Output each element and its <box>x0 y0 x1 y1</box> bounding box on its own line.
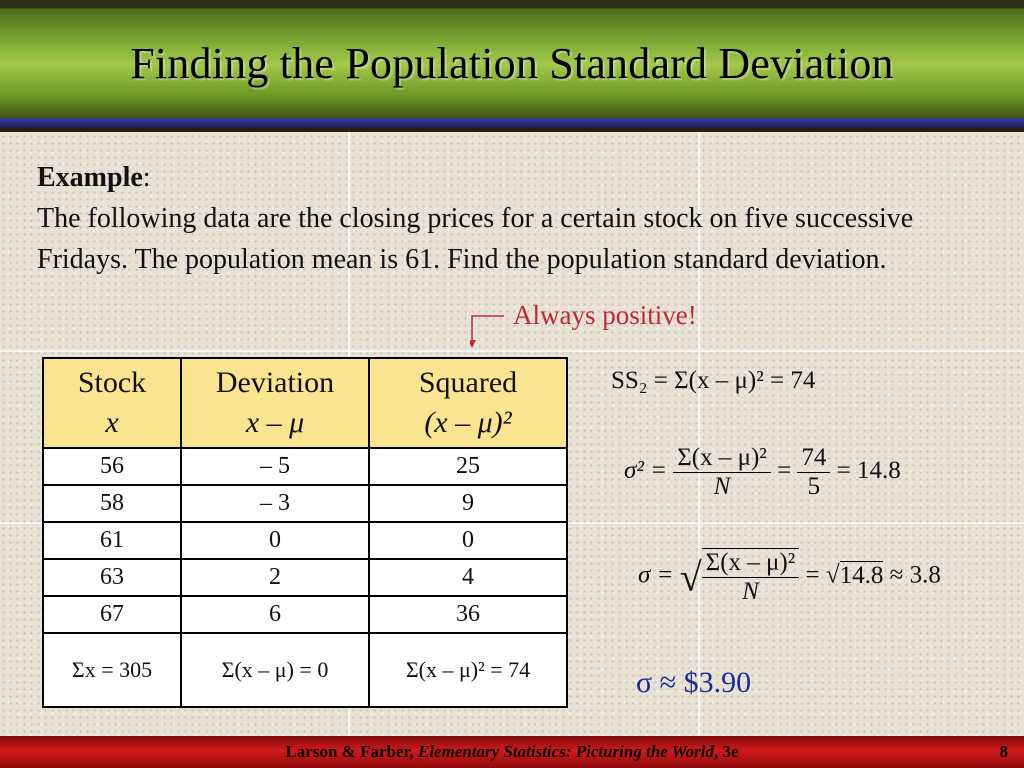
variance-denominator: N <box>713 473 731 500</box>
cell-stock: 63 <box>43 559 181 596</box>
sqrt-icon: √ <box>825 561 840 589</box>
sd-lhs: σ = <box>638 561 674 589</box>
cell-squared: 25 <box>369 448 567 485</box>
sd-fraction <box>702 548 800 606</box>
sd-root-value: 14.8 <box>839 561 884 589</box>
cell-deviation: 0 <box>181 522 369 559</box>
header-squared <box>369 358 567 448</box>
sqrt-icon: √ <box>679 554 702 600</box>
header-stripe <box>0 118 1024 127</box>
data-table <box>42 357 568 708</box>
sum-stock: Σx = 305 <box>43 633 181 707</box>
sd-denominator: N <box>742 578 759 605</box>
ss-formula: SS₂ = Σ(x – μ)² = 74 <box>611 367 816 394</box>
cell-deviation: 2 <box>181 559 369 596</box>
example-text: The following data are the closing prices for a certain stock on five successive Fridays. The population mean is 61. Find the population standard deviation. <box>37 203 914 275</box>
footer-book-title: Elementary Statistics: Picturing the World <box>418 742 714 761</box>
variance-fraction <box>673 444 771 501</box>
callout-arrow-icon <box>470 314 506 348</box>
example-label: Example <box>37 162 143 193</box>
sum-deviation: Σ(x – μ) = 0 <box>181 633 369 707</box>
variance-result: = 14.8 <box>836 457 901 485</box>
cell-stock: 58 <box>43 485 181 522</box>
variance-formula <box>624 444 901 501</box>
page-number: 8 <box>999 742 1008 761</box>
cell-squared: 0 <box>369 522 567 559</box>
header-label: Squared <box>418 366 518 399</box>
cell-squared: 4 <box>369 559 567 596</box>
cell-squared: 9 <box>369 485 567 522</box>
cell-stock: 56 <box>43 448 181 485</box>
header-symbol: (x – μ)² <box>424 406 512 439</box>
final-result: σ ≈ $3.90 <box>636 666 752 699</box>
cell-stock: 67 <box>43 596 181 633</box>
variance-value-denominator: 5 <box>807 473 821 500</box>
table-row <box>43 448 567 485</box>
callout-text: Always positive! <box>513 300 697 330</box>
table-row <box>43 522 567 559</box>
sd-result: ≈ 3.8 <box>889 561 941 589</box>
table-row <box>43 596 567 633</box>
footer-authors: Larson & Farber, <box>285 742 418 761</box>
sd-equals: = <box>805 561 820 589</box>
header-symbol: x <box>105 406 119 439</box>
cell-deviation: – 5 <box>181 448 369 485</box>
variance-value-numerator: 74 <box>797 444 830 473</box>
example-block <box>37 157 987 280</box>
sum-squared: Σ(x – μ)² = 74 <box>369 633 567 707</box>
sd-formula <box>638 548 941 606</box>
slide-title: Finding the Population Standard Deviation <box>130 39 894 88</box>
header-label: Deviation <box>215 366 335 399</box>
cell-squared: 36 <box>369 596 567 633</box>
footer-citation <box>0 742 1024 762</box>
header-label: Stock <box>77 366 147 399</box>
table-row <box>43 559 567 596</box>
table-header-row <box>43 358 567 448</box>
table-sum-row <box>43 633 567 707</box>
cell-stock: 61 <box>43 522 181 559</box>
header-stripe-dark <box>0 127 1024 132</box>
cell-deviation: 6 <box>181 596 369 633</box>
variance-numerator: Σ(x – μ)² <box>673 444 771 473</box>
variance-equals: = <box>777 457 792 485</box>
header-stock <box>43 358 181 448</box>
cell-deviation: – 3 <box>181 485 369 522</box>
header-symbol: x – μ <box>245 406 305 439</box>
footer-edition: , 3e <box>713 742 739 761</box>
variance-value-fraction <box>797 444 830 501</box>
example-label-colon: : <box>142 162 151 193</box>
header-deviation <box>181 358 369 448</box>
sd-numerator: Σ(x – μ)² <box>702 549 800 578</box>
variance-lhs: σ² = <box>624 457 667 485</box>
table-row <box>43 485 567 522</box>
